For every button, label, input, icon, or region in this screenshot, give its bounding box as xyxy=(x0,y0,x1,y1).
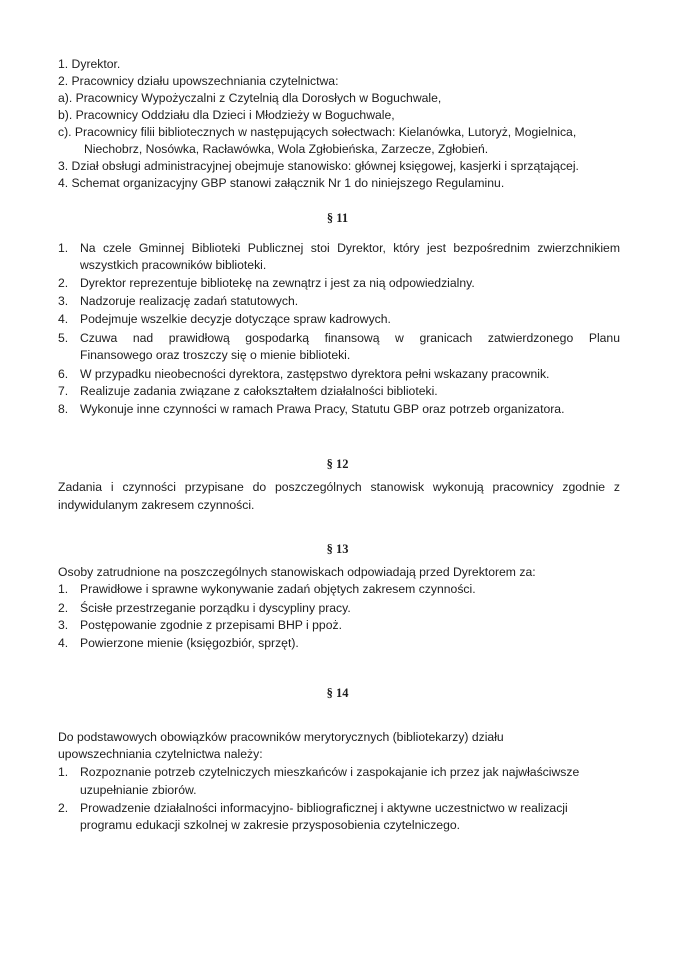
list-item-number: 4. xyxy=(58,636,69,650)
list-item-number: 2. xyxy=(58,601,69,615)
list-item-text: Dyrektor reprezentuje bibliotekę na zewnątrz i jest za nią odpowiedzialny. xyxy=(80,276,475,290)
list-item-text: Podejmuje wszelkie decyzje dotyczące spraw kadrowych. xyxy=(80,312,391,326)
list-item-text: Powierzone mienie (księgozbiór, sprzęt). xyxy=(80,636,299,650)
list-item-text: Ścisłe przestrzeganie porządku i dyscypliny pracy. xyxy=(80,601,351,615)
top-list-line: 2. Pracownicy działu upowszechniania czytelnictwa: xyxy=(58,74,339,88)
section-heading-13: § 13 xyxy=(326,542,349,556)
list-item xyxy=(80,240,620,256)
paragraph-line: indywidulanym zakresem czynności. xyxy=(58,498,255,512)
section-intro: Osoby zatrudnione na poszczególnych stanowiskach odpowiadają przed Dyrektorem za: xyxy=(58,565,536,579)
top-list-line: 1. Dyrektor. xyxy=(58,57,121,71)
list-item-number: 4. xyxy=(58,312,69,326)
section-heading-11: § 11 xyxy=(326,211,349,225)
list-item-text: Prawidłowe i sprawne wykonywanie zadań objętych zakresem czynności. xyxy=(80,582,476,596)
list-item-number: 3. xyxy=(58,618,69,632)
list-item-text: Na czele Gminnej Biblioteki Publicznej stoi Dyrektor, który jest bezpośrednim zwierzchnikiem xyxy=(80,241,620,255)
list-item-text: Realizuje zadania związane z całokształtem działalności biblioteki. xyxy=(80,384,438,398)
list-item-text: programu edukacji szkolnej w zakresie przysposobienia czytelniczego. xyxy=(80,818,461,832)
section-intro: Do podstawowych obowiązków pracowników merytorycznych (bibliotekarzy) działu xyxy=(58,730,504,744)
list-item-number: 5. xyxy=(58,331,69,345)
list-item-text: Finansowego oraz troszczy się o mienie biblioteki. xyxy=(80,348,351,362)
list-item xyxy=(80,330,620,346)
list-item-number: 7. xyxy=(58,384,69,398)
top-list-line: Niechobrz, Nosówka, Racławówka, Wola Zgłobieńska, Zarzecze, Zgłobień. xyxy=(84,142,489,156)
top-list-line: c). Pracownicy filii bibliotecznych w następujących sołectwach: Kielanówka, Lutoryż, Mogielnica, xyxy=(58,125,577,139)
list-item-number: 1. xyxy=(58,765,69,779)
list-item-text: wszystkich pracowników biblioteki. xyxy=(80,258,267,272)
list-item-text: Postępowanie zgodnie z przepisami BHP i ppoż. xyxy=(80,618,342,632)
list-item-number: 2. xyxy=(58,276,69,290)
list-item-number: 8. xyxy=(58,402,69,416)
top-list-line: 4. Schemat organizacyjny GBP stanowi załącznik Nr 1 do niniejszego Regulaminu. xyxy=(58,176,505,190)
list-item-text: Nadzoruje realizację zadań statutowych. xyxy=(80,294,299,308)
list-item-number: 1. xyxy=(58,582,69,596)
list-item-number: 1. xyxy=(58,241,69,255)
paragraph-line-wrap xyxy=(58,479,620,495)
list-item-text: W przypadku nieobecności dyrektora, zastępstwo dyrektora pełni wskazany pracownik. xyxy=(80,367,550,381)
list-item-number: 2. xyxy=(58,801,69,815)
list-item-number: 3. xyxy=(58,294,69,308)
section-intro: upowszechniania czytelnictwa należy: xyxy=(58,747,263,761)
list-item-text: Prowadzenie działalności informacyjno- bibliograficznej i aktywne uczestnictwo w realizacji xyxy=(80,801,568,815)
section-heading-14: § 14 xyxy=(326,686,349,700)
paragraph-line: Zadania i czynności przypisane do poszczególnych stanowisk wykonują pracownicy zgodnie z xyxy=(58,480,620,494)
list-item-text: Czuwa nad prawidłową gospodarką finansową w granicach zatwierdzonego Planu xyxy=(80,331,620,345)
list-item-number: 6. xyxy=(58,367,69,381)
list-item-text: Rozpoznanie potrzeb czytelniczych mieszkańców i zaspokajanie ich przez jak najwłaściwsze xyxy=(80,765,580,779)
list-item-text: uzupełnianie zbiorów. xyxy=(80,783,197,797)
paragraph-line-wrap xyxy=(58,728,620,746)
section-heading-12: § 12 xyxy=(326,457,349,471)
list-item-text: Wykonuje inne czynności w ramach Prawa Pracy, Statutu GBP oraz potrzeb organizatora. xyxy=(80,402,565,416)
top-list-line: 3. Dział obsługi administracyjnej obejmuje stanowisko: głównej księgowej, kasjerki i sprzątającej. xyxy=(58,159,579,173)
top-list-line: a). Pracownicy Wypożyczalni z Czytelnią dla Dorosłych w Boguchwale, xyxy=(58,91,442,105)
top-list-line: b). Pracownicy Oddziału dla Dzieci i Młodzieży w Boguchwale, xyxy=(58,108,395,122)
